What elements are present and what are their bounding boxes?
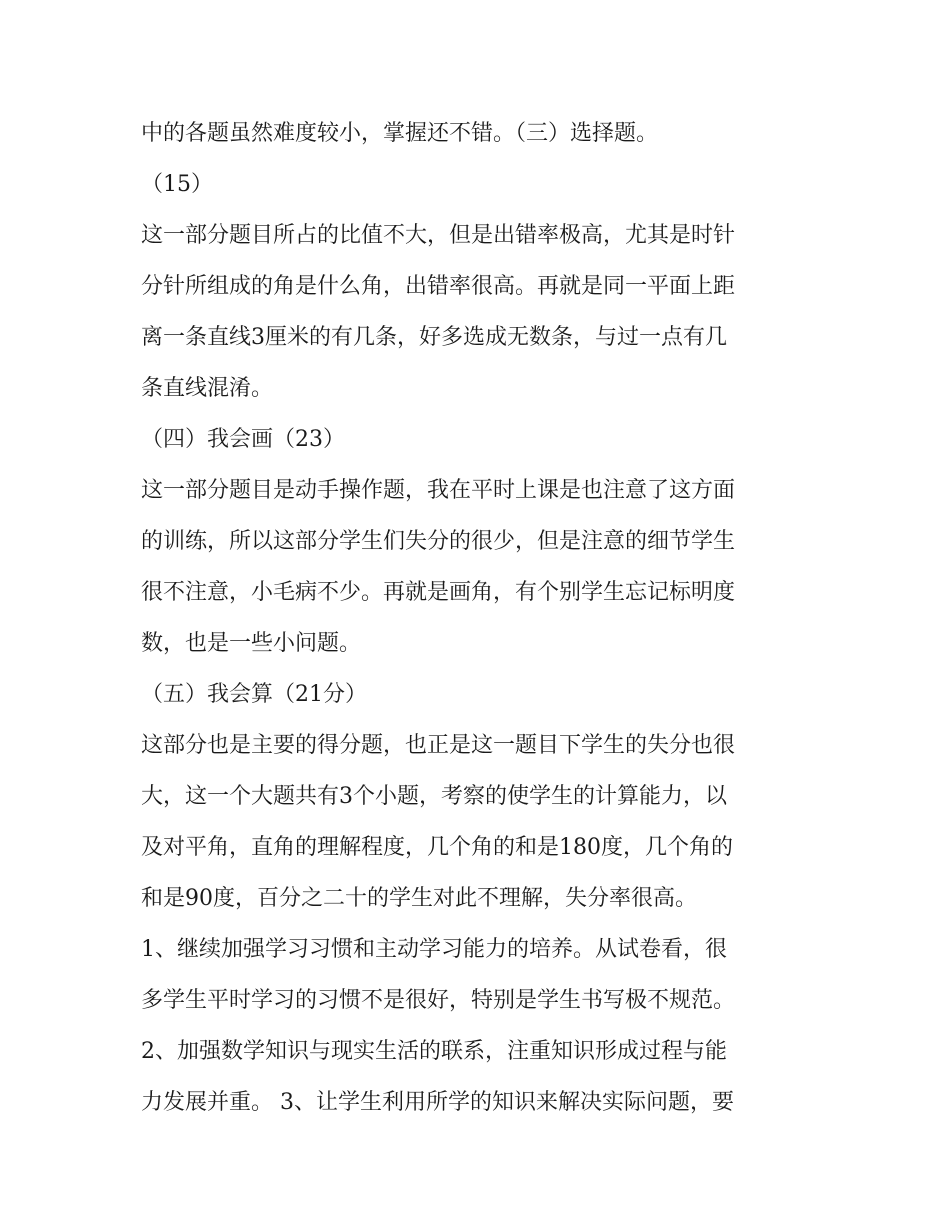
text-line: 的训练，所以这部分学生们失分的很少，但是注意的细节学生 — [141, 529, 736, 554]
text-line: 很不注意，小毛病不少。再就是画角，有个别学生忘记标明度 — [141, 580, 736, 605]
text-line: 力发展并重。 3、让学生利用所学的知识来解决实际问题，要 — [141, 1090, 734, 1115]
text-line: （15） — [141, 172, 213, 197]
text-line: 这部分也是主要的得分题，也正是这一题目下学生的失分也很 — [141, 733, 736, 758]
text-line: 这一部分题目所占的比值不大，但是出错率极高，尤其是时针 — [141, 223, 736, 248]
text-line: 条直线混淆。 — [141, 376, 274, 401]
section-heading: （五）我会算（21分） — [141, 682, 367, 707]
text-line: 多学生平时学习的习惯不是很好，特别是学生书写极不规范。 — [141, 988, 736, 1013]
text-line: 和是90度，百分之二十的学生对此不理解，失分率很高。 — [141, 886, 697, 911]
document-body — [141, 108, 821, 1128]
numbered-item: 2、加强数学知识与现实生活的联系，注重知识形成过程与能 — [141, 1039, 727, 1064]
text-line: 数，也是一些小问题。 — [141, 631, 362, 656]
numbered-item: 1、继续加强学习习惯和主动学习能力的培养。从试卷看，很 — [141, 937, 727, 962]
text-line: 及对平角，直角的理解程度，几个角的和是180度，几个角的 — [141, 835, 733, 860]
text-line: 分针所组成的角是什么角，出错率很高。再就是同一平面上距 — [141, 274, 736, 299]
text-line: 中的各题虽然难度较小，掌握还不错。（三）选择题。 — [141, 121, 659, 146]
text-line: 大，这一个大题共有3个小题，考察的使学生的计算能力，以 — [141, 784, 727, 809]
section-heading: （四）我会画（23） — [141, 427, 345, 452]
text-line: 这一部分题目是动手操作题，我在平时上课是也注意了这方面 — [141, 478, 736, 503]
text-line: 离一条直线3厘米的有几条，好多选成无数条，与过一点有几 — [141, 325, 727, 350]
